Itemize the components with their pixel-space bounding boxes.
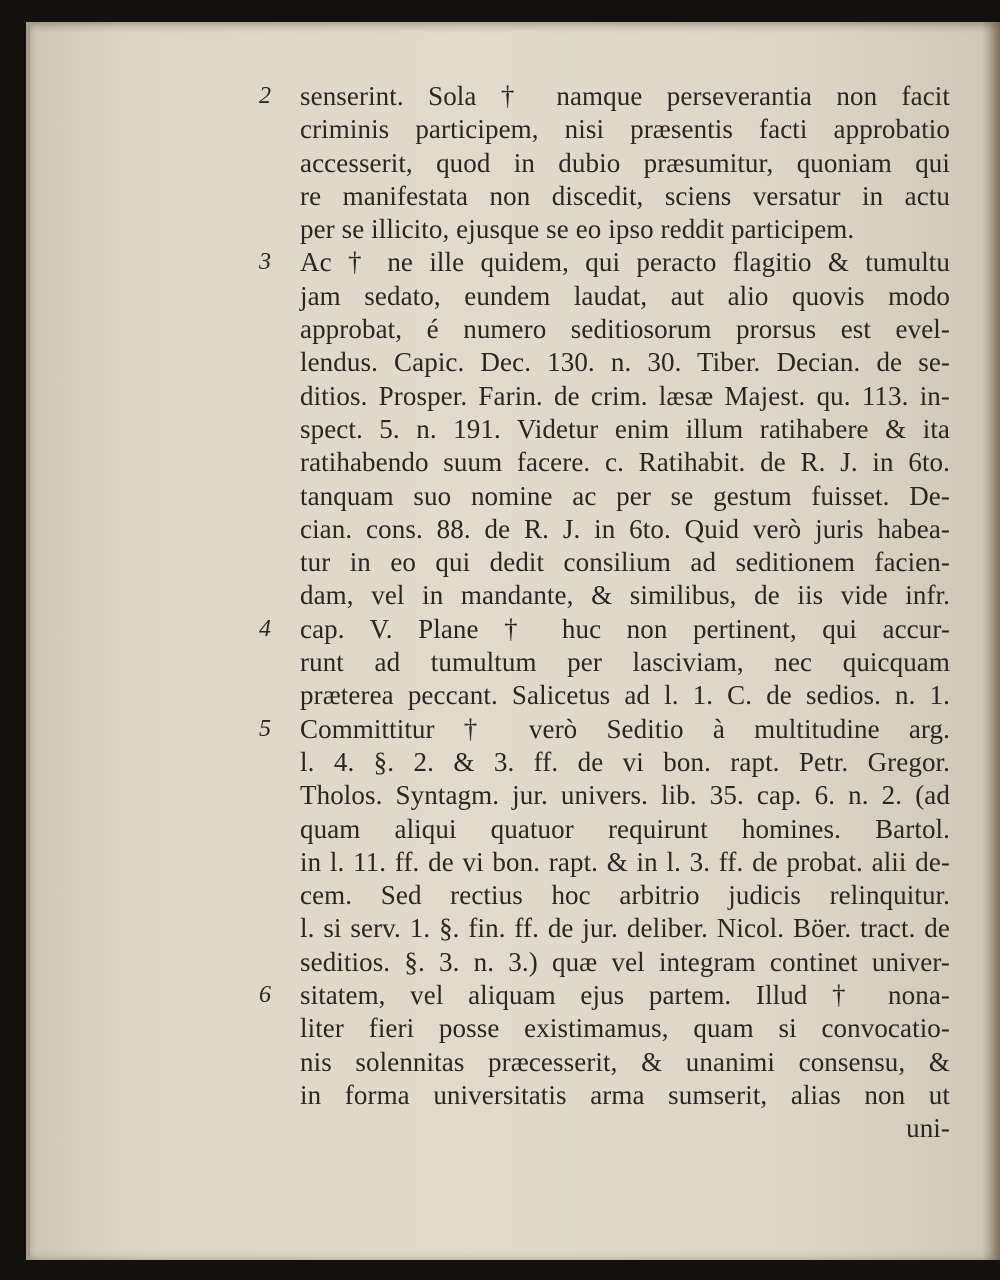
text-line: ditios. Prosper. Farin. de crim. læsæ Majest. qu. 113. in-	[300, 380, 950, 411]
text-line: jam sedato, eundem laudat, aut alio quovis modo	[300, 280, 950, 311]
text-line: sitatem, vel aliquam ejus partem. Illud † nona-	[300, 980, 950, 1011]
text-line: dam, vel in mandante, & similibus, de iis vide infr.	[300, 580, 950, 611]
text-line: Tholos. Syntagm. jur. univers. lib. 35. cap. 6. n. 2. (ad	[300, 780, 950, 811]
margin-number-2: 2	[259, 83, 271, 109]
text-line: quam aliqui quatuor requirunt homines. Bartol.	[300, 813, 950, 844]
text-block	[300, 80, 950, 1146]
text-line: lendus. Capic. Dec. 130. n. 30. Tiber. Decian. de se-	[300, 347, 950, 378]
page-edge-shadow	[982, 22, 1000, 1260]
text-line: ratihabendo suum facere. c. Ratihabit. de R. J. in 6to.	[300, 447, 950, 478]
text-line: in forma universitatis arma sumserit, alias non ut	[300, 1079, 950, 1110]
text-line: præterea peccant. Salicetus ad l. 1. C. de sedios. n. 1.	[300, 680, 950, 711]
text-line: runt ad tumultum per lasciviam, nec quicquam	[300, 647, 950, 678]
text-line: re manifestata non discedit, sciens versatur in actu	[300, 180, 950, 211]
text-line: liter fieri posse existimamus, quam si convocatio-	[300, 1013, 950, 1044]
margin-number-4: 4	[259, 616, 271, 642]
text-line: spect. 5. n. 191. Videtur enim illum ratihabere & ita	[300, 413, 950, 444]
text-line: l. 4. §. 2. & 3. ff. de vi bon. rapt. Petr. Gregor.	[300, 746, 950, 777]
text-line: accesserit, quod in dubio præsumitur, quoniam qui	[300, 147, 950, 178]
margin-number-6: 6	[259, 982, 271, 1008]
margin-number-3: 3	[259, 249, 271, 275]
text-line: cem. Sed rectius hoc arbitrio judicis relinquitur.	[300, 880, 950, 911]
text-line: tanquam suo nomine ac per se gestum fuisset. De-	[300, 480, 950, 511]
text-line: Ac † ne ille quidem, qui peracto flagitio & tumultu	[300, 247, 950, 278]
text-line: l. si serv. 1. §. fin. ff. de jur. deliber. Nicol. Böer. tract. de	[300, 913, 950, 944]
text-line: tur in eo qui dedit consilium ad seditionem facien-	[300, 547, 950, 578]
text-line: cian. cons. 88. de R. J. in 6to. Quid verò juris habea-	[300, 513, 950, 544]
margin-number-5: 5	[259, 716, 271, 742]
text-line: in l. 11. ff. de vi bon. rapt. & in l. 3. ff. de probat. alii de-	[300, 846, 950, 877]
catchword: uni-	[906, 1113, 950, 1144]
text-line: criminis participem, nisi præsentis facti approbatio	[300, 114, 950, 145]
text-line: per se illicito, ejusque se eo ipso reddit participem.	[300, 214, 855, 245]
text-line: Committitur † verò Seditio à multitudine arg.	[300, 713, 950, 744]
text-line: cap. V. Plane † huc non pertinent, qui accur-	[300, 613, 950, 644]
text-line: seditios. §. 3. n. 3.) quæ vel integram continet univer-	[300, 946, 950, 977]
text-line: approbat, é numero seditiosorum prorsus est evel-	[300, 314, 950, 345]
text-line: nis solennitas præcesserit, & unanimi consensu, &	[300, 1046, 950, 1077]
text-line: senserint. Sola † namque perseverantia non facit	[300, 81, 950, 111]
